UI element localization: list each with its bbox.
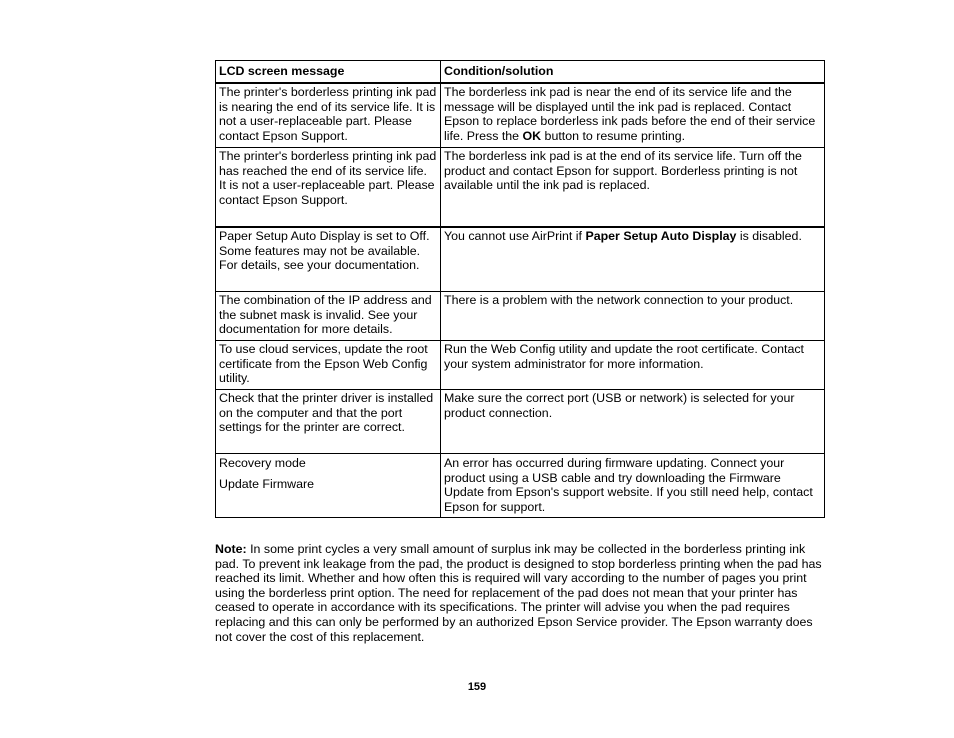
- table-row: [216, 454, 825, 518]
- solution-cell: Run the Web Config utility and update the root certificate. Contact your system administrator for more information.: [441, 341, 825, 390]
- column-header-lcd-message: LCD screen message: [216, 61, 441, 84]
- lcd-message-cell: The printer's borderless printing ink pad has reached the end of its service life. It is not a user-replaceable part. Please contact Epson Support.: [216, 148, 441, 228]
- table-header-row: [216, 61, 825, 84]
- solution-cell: The borderless ink pad is at the end of its service life. Turn off the product and contact Epson for support. Borderless printing is not available until the ink pad is replaced.: [441, 148, 825, 228]
- table-row: [216, 227, 825, 292]
- lcd-message-cell: Paper Setup Auto Display is set to Off. Some features may not be available. For details, see your documentation.: [216, 227, 441, 292]
- column-header-condition-solution: Condition/solution: [441, 61, 825, 84]
- lcd-message-cell: The printer's borderless printing ink pad is nearing the end of its service life. It is not a user-replaceable part. Please contact Epson Support.: [216, 83, 441, 148]
- solution-cell: [441, 227, 825, 292]
- table-row: [216, 390, 825, 454]
- table-row: [216, 292, 825, 341]
- setting-name: Paper Setup Auto Display: [585, 229, 737, 243]
- lcd-message-line: Recovery mode: [219, 456, 306, 470]
- lcd-message-cell: [216, 454, 441, 518]
- ok-button-label: OK: [522, 128, 542, 143]
- page-number: 159: [467, 681, 487, 693]
- solution-cell: Make sure the correct port (USB or network) is selected for your product connection.: [441, 390, 825, 454]
- solution-cell: An error has occurred during firmware updating. Connect your product using a USB cable and try downloading the Firmware Update from Epson's support website. If you still need help, contact Epson for support.: [441, 454, 825, 518]
- note-label: Note:: [215, 542, 247, 556]
- lcd-message-line: Update Firmware: [219, 476, 315, 491]
- note-paragraph: [215, 542, 825, 644]
- table-row: [216, 83, 825, 148]
- solution-cell: [441, 83, 825, 148]
- solution-text: The borderless ink pad is near the end of its service life and the message will be displayed until the ink pad is replaced. Contact Epson to replace borderless ink pads before the end of their service life. Press the: [444, 85, 816, 143]
- solution-text: is disabled.: [736, 229, 802, 243]
- note-text: In some print cycles a very small amount of surplus ink may be collected in the borderless printing ink pad. To prevent ink leakage from the pad, the product is designed to stop borderless printing when the pad has reached its limit. Whether and how often this is required will vary according to the number of pages you print using the borderless print option. The need for replacement of the pad does not mean that your printer has ceased to operate in accordance with its specifications. The printer will advise you when the pad requires replacing and this can only be performed by an authorized Epson Service provider. The Epson warranty does not cover the cost of this replacement.: [215, 542, 822, 644]
- solution-text: You cannot use AirPrint if: [444, 229, 586, 243]
- solution-cell: There is a problem with the network connection to your product.: [441, 292, 825, 341]
- lcd-messages-table: [215, 60, 825, 518]
- lcd-message-cell: The combination of the IP address and the subnet mask is invalid. See your documentation for more details.: [216, 292, 441, 341]
- lcd-message-cell: To use cloud services, update the root certificate from the Epson Web Config utility.: [216, 341, 441, 390]
- solution-text: button to resume printing.: [541, 128, 686, 143]
- table-row: [216, 148, 825, 228]
- lcd-message-cell: Check that the printer driver is installed on the computer and that the port settings for the printer are correct.: [216, 390, 441, 454]
- table-row: [216, 341, 825, 390]
